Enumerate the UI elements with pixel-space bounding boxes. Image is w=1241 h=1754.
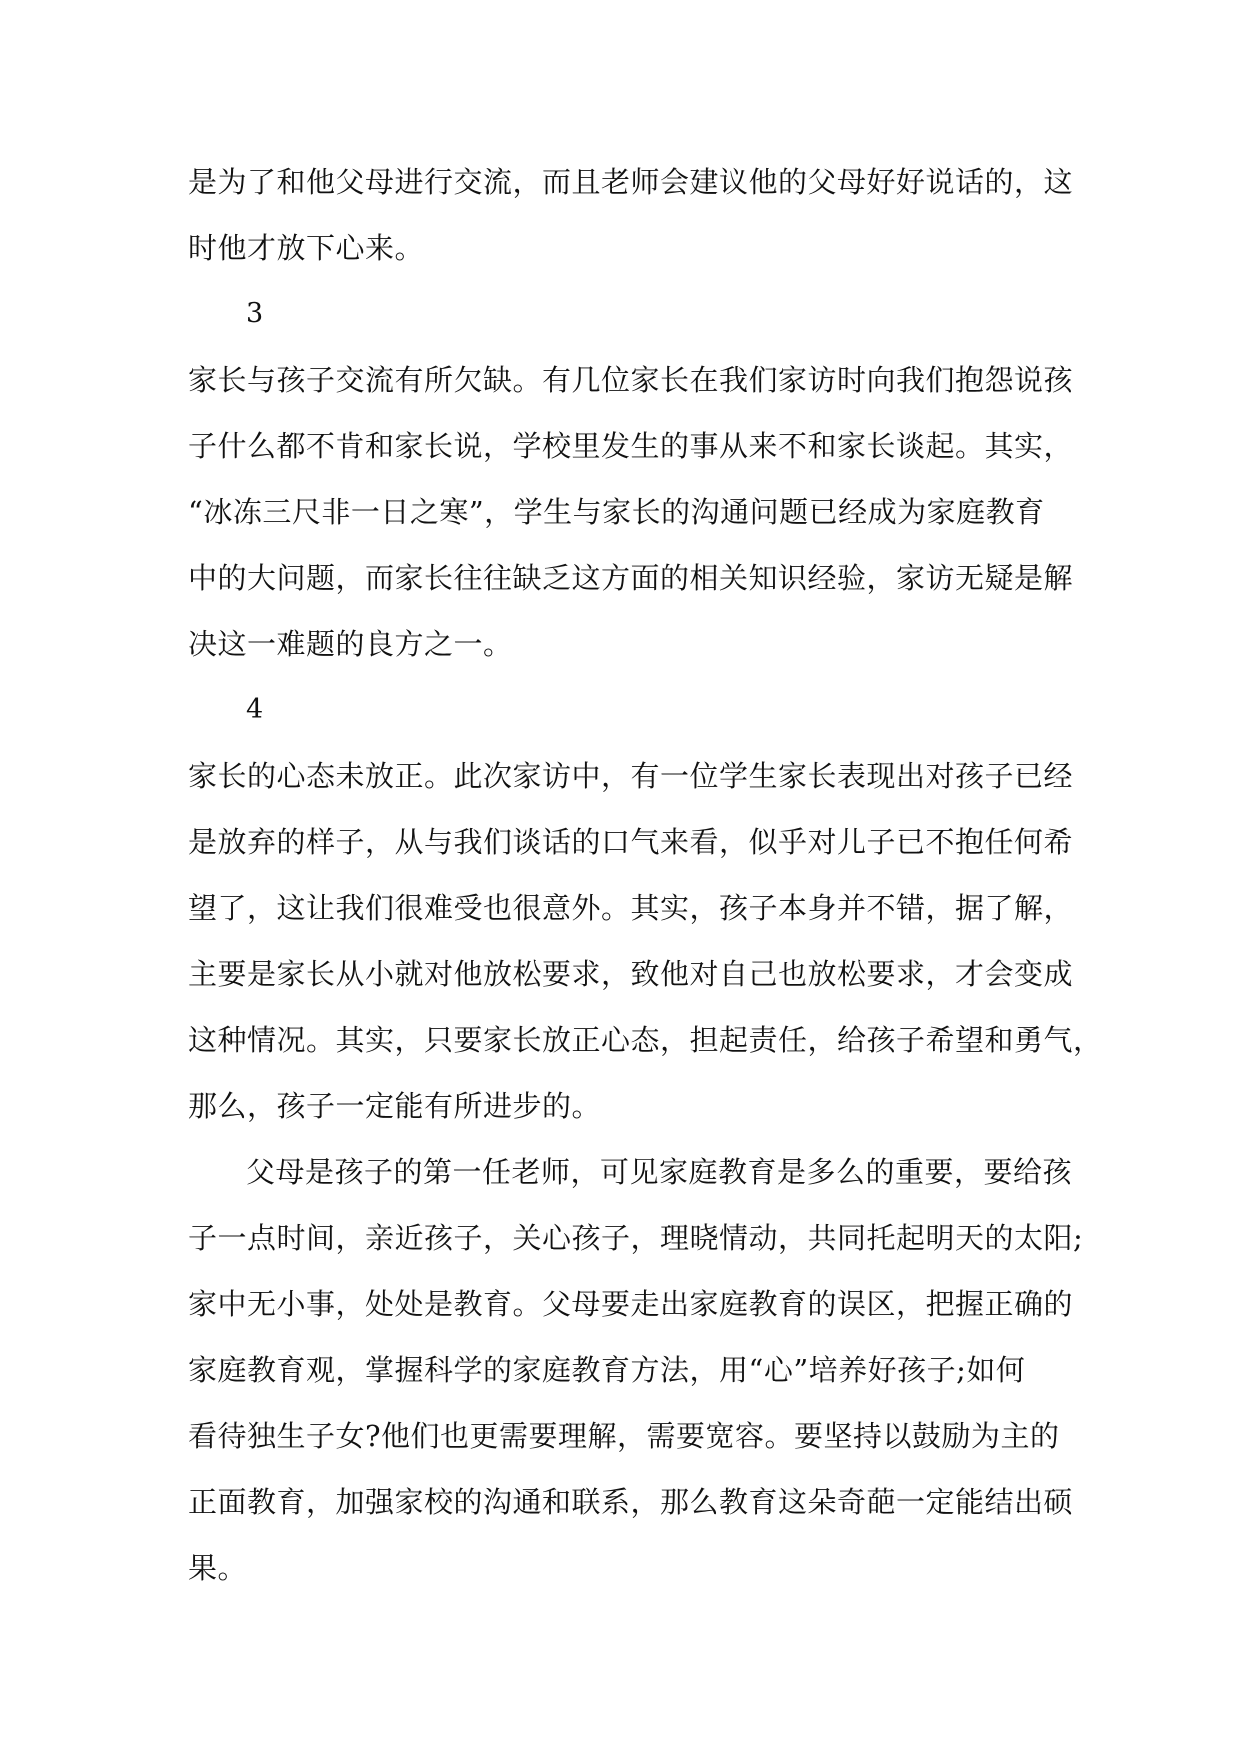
text-line: 正面教育，加强家校的沟通和联系，那么教育这朵奇葩一定能结出硕 <box>188 1485 1074 1519</box>
text-line: 家庭教育观，掌握科学的家庭教育方法，用“心”培养好孩子;如何 <box>188 1353 1026 1387</box>
section-number: 4 <box>246 694 264 725</box>
text-line: 这种情况。其实，只要家长放正心态，担起责任，给孩子希望和勇气， <box>188 1023 1103 1057</box>
text-line: 家长与孩子交流有所欠缺。有几位家长在我们家访时向我们抱怨说孩 <box>188 363 1074 397</box>
text-line: 主要是家长从小就对他放松要求，致他对自己也放松要求，才会变成 <box>188 957 1074 991</box>
text-line: 子什么都不肯和家长说，学校里发生的事从来不和家长谈起。其实， <box>188 429 1074 463</box>
text-line: 家中无小事，处处是教育。父母要走出家庭教育的误区，把握正确的 <box>188 1287 1074 1321</box>
text-line: 家长的心态未放正。此次家访中，有一位学生家长表现出对孩子已经 <box>188 759 1074 793</box>
text-line: 望了，这让我们很难受也很意外。其实，孩子本身并不错，据了解， <box>188 891 1074 925</box>
text-line: 子一点时间，亲近孩子，关心孩子，理晓情动，共同托起明天的太阳; <box>188 1221 1084 1255</box>
text-line: 中的大问题，而家长往往缺乏这方面的相关知识经验，家访无疑是解 <box>188 561 1074 595</box>
text-line: 是为了和他父母进行交流，而且老师会建议他的父母好好说话的，这 <box>188 165 1074 199</box>
text-line: 是放弃的样子，从与我们谈话的口气来看，似乎对儿子已不抱任何希 <box>188 825 1074 859</box>
text-line: 那么，孩子一定能有所进步的。 <box>188 1089 602 1123</box>
text-line: 时他才放下心来。 <box>188 231 425 265</box>
section-number: 3 <box>246 298 264 329</box>
text-line: 看待独生子女?他们也更需要理解，需要宽容。要坚持以鼓励为主的 <box>188 1419 1060 1453</box>
text-line: 果。 <box>188 1551 248 1585</box>
paragraph-first-line: 父母是孩子的第一任老师，可见家庭教育是多么的重要，要给孩 <box>246 1155 1073 1189</box>
text-line: 决这一难题的良方之一。 <box>188 627 513 661</box>
text-line: “冰冻三尺非一日之寒”，学生与家长的沟通问题已经成为家庭教育 <box>188 495 1045 529</box>
